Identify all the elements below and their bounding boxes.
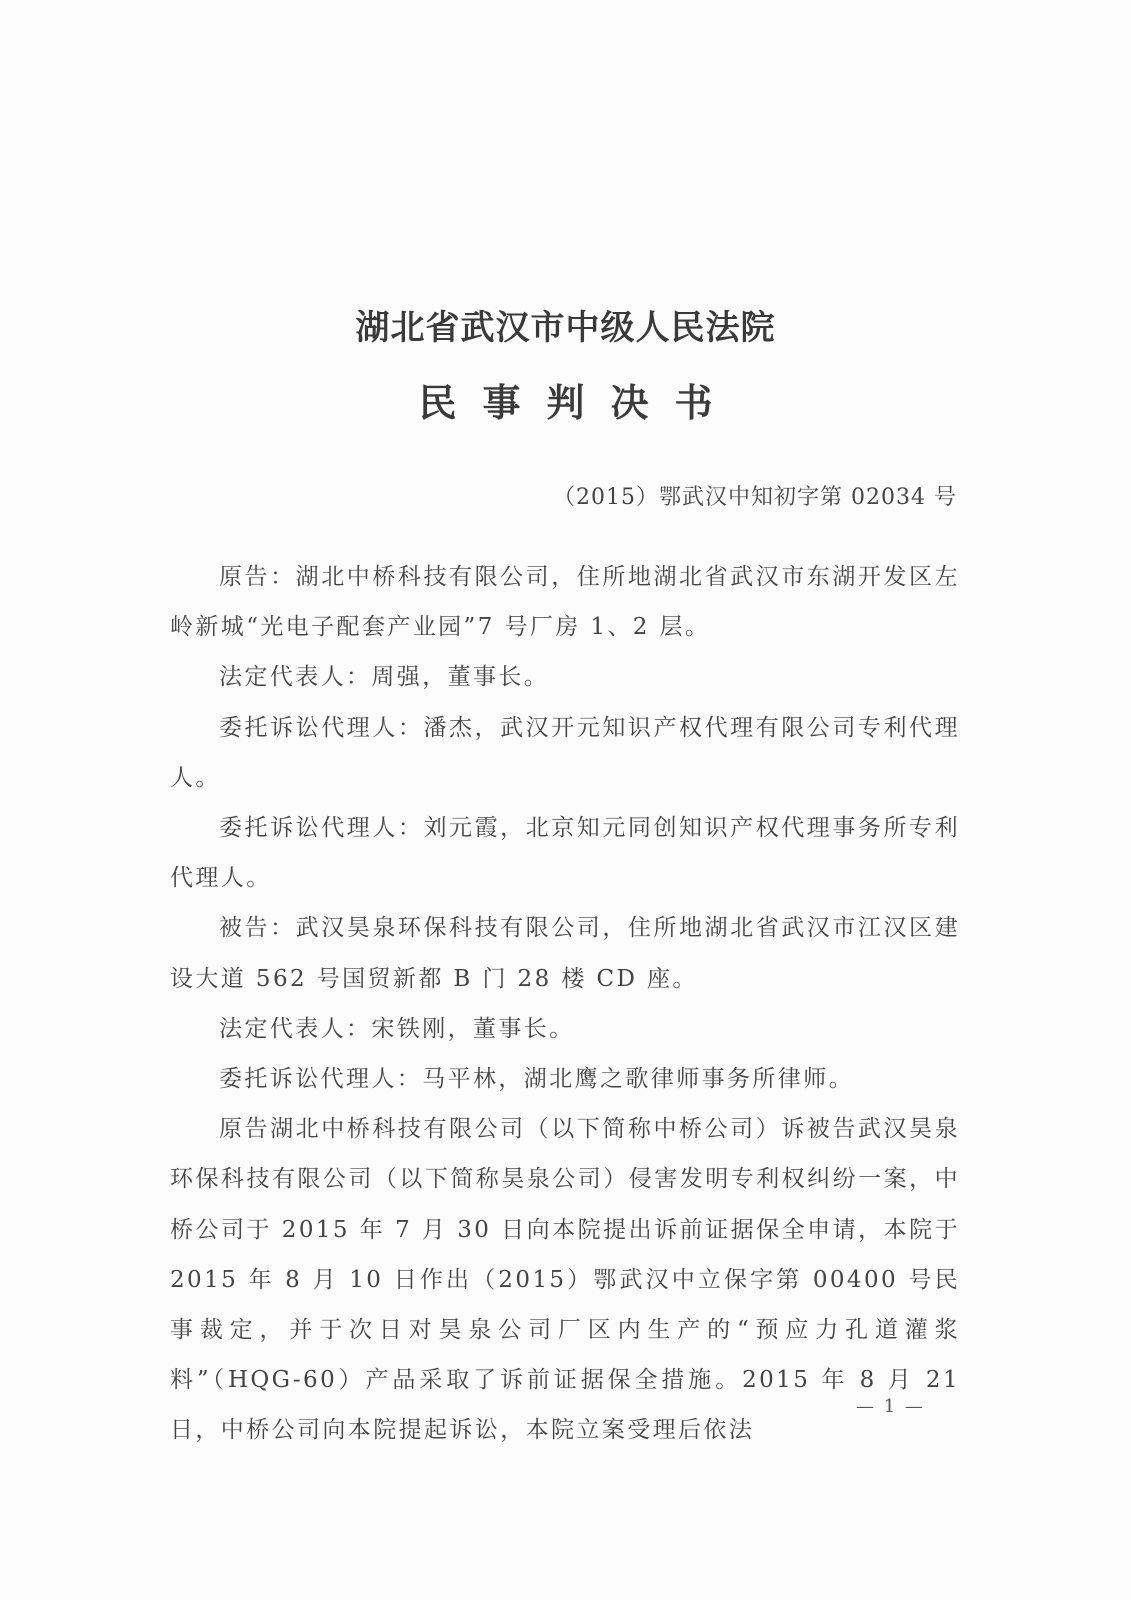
document-type-heading: 民事判决书 <box>418 381 739 425</box>
defendant-legal-rep: 法定代表人：宋铁刚，董事长。 <box>219 1015 575 1042</box>
defendant-paragraph: 被告：武汉昊泉环保科技有限公司，住所地湖北省武汉市江汉区建设大道 562 号国贸新都 B 门 28 楼 CD 座。 <box>170 915 960 992</box>
plaintiff-agent-1: 委托诉讼代理人：潘杰，武汉开元知识产权代理有限公司专利代理人。 <box>170 714 960 791</box>
plaintiff-legal-rep: 法定代表人：周强，董事长。 <box>219 664 550 691</box>
plaintiff-agent-2: 委托诉讼代理人：刘元霞，北京知元同创知识产权代理事务所专利代理人。 <box>170 815 960 892</box>
defendant-agent: 委托诉讼代理人：马平林，湖北鹰之歌律师事务所律师。 <box>219 1066 854 1093</box>
court-name-heading: 湖北省武汉市中级人民法院 <box>355 308 776 348</box>
judgment-body <box>170 552 960 1456</box>
page-number: — 1 — <box>856 1396 925 1417</box>
case-number: （2015）鄂武汉中知初字第 02034 号 <box>553 485 957 510</box>
plaintiff-paragraph: 原告：湖北中桥科技有限公司，住所地湖北省武汉市东湖开发区左岭新城“光电子配套产业园”7 号厂房 1、2 层。 <box>170 564 960 641</box>
case-background-paragraph: 原告湖北中桥科技有限公司（以下简称中桥公司）诉被告武汉昊泉环保科技有限公司（以下简称昊泉公司）侵害发明专利权纠纷一案，中桥公司于 2015 年 7 月 30 日向本院提出诉前证据保全申请，本院于 2015 年 8 月 10 日作出（2015）鄂武汉中立保字第 00400 号民事裁定，并于次日对昊泉公司厂区内生产的“预应力孔道灌浆料”（HQG-60）产品采取了诉前证据保全措施。2015 年 8 月 21 日，中桥公司向本院提起诉讼，本院立案受理后依法 <box>170 1116 960 1444</box>
